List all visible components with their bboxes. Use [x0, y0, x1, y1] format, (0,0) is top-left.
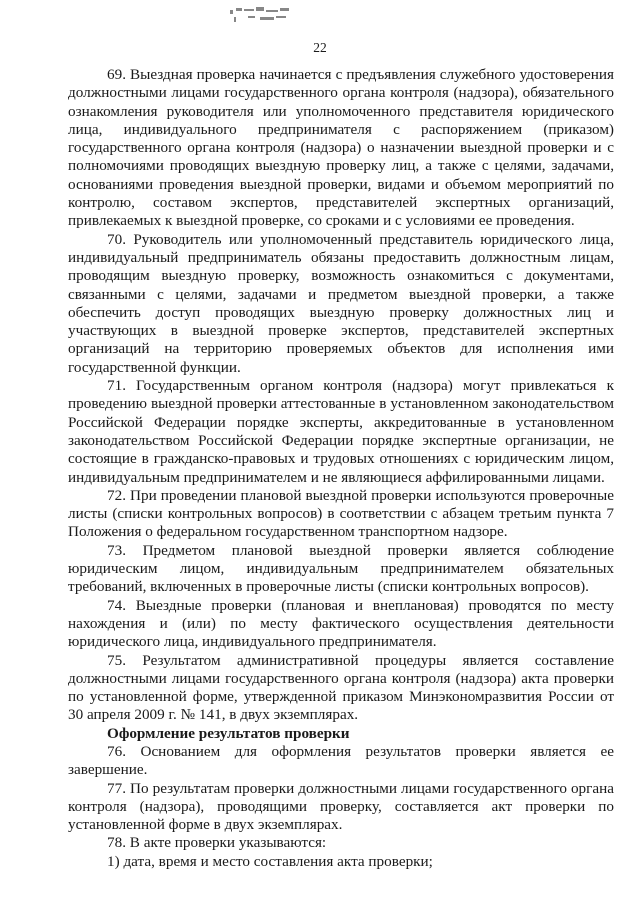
- paragraph-72: 72. При проведении плановой выездной проверки используются проверочные листы (списки контрольных вопросов) в соответствии с абзацем третьим пункта 7 Положения о федеральном государственном транспортном надзоре.: [68, 486, 614, 541]
- paragraph-74: 74. Выездные проверки (плановая и внеплановая) проводятся по месту нахождения и (или) по месту фактического осуществления деятельности юридического лица, индивидуального предпринимателя.: [68, 596, 614, 651]
- stamp-mark: [224, 4, 314, 26]
- paragraph-77: 77. По результатам проверки должностными лицами государственного органа контроля (надзора), проводящими проверку, составляется акт проверки по установленной форме в двух экземплярах.: [68, 779, 614, 834]
- paragraph-78: 78. В акте проверки указываются:: [107, 834, 327, 852]
- paragraph-73: 73. Предметом плановой выездной проверки является соблюдение юридическим лицом, индивидуальным предпринимателем обязательных требований, включенных в проверочные листы (списки контрольных вопросов).: [68, 541, 614, 596]
- paragraph-71: 71. Государственным органом контроля (надзора) могут привлекаться к проведению выездной проверки аттестованные в установленном законодательством Российской Федерации порядке эксперты, аккредитованные в установленном законодательством Российской Федерации порядке экспертные организации, не состоящие в гражданско-правовых и трудовых отношениях с юридическим лицом, индивидуальным предпринимателем и не являющиеся аффилированными лицами.: [68, 377, 614, 486]
- document-body: [68, 66, 614, 871]
- paragraph-70: 70. Руководитель или уполномоченный представитель юридического лица, индивидуальный предприниматель обязаны предоставить должностным лицам, проводящим выездную проверку, возможность ознакомиться с документами, связанными с целями, задачами и предметом выездной проверки, а также обеспечить доступ проводящих выездную проверку должностных лиц и участвующих в выездной проверке экспертов, представителей экспертных организаций на территорию проверяемых объектов для исполнения ими государственной функции.: [68, 230, 614, 376]
- paragraph-76: 76. Основанием для оформления результатов проверки является ее завершение.: [68, 742, 614, 779]
- section-heading: Оформление результатов проверки: [107, 724, 350, 742]
- paragraph-69: 69. Выездная проверка начинается с предъявления служебного удостоверения должностными лицами государственного органа контроля (надзора), обязательного ознакомления руководителя или уполномоченного представителя юридического лица, индивидуального предпринимателя с распоряжением (приказом) государственного органа контроля (надзора) о назначении выездной проверки и с полномочиями проводящих выездную проверку лиц, а также с целями, задачами, основаниями проведения выездной проверки, видами и объемом мероприятий по контролю, составом экспертов, представителей экспертных организаций, привлекаемых к выездной проверке, со сроками и с условиями ее проведения.: [68, 66, 614, 230]
- list-item-1: 1) дата, время и место составления акта проверки;: [107, 852, 433, 870]
- page-number: 22: [313, 40, 327, 55]
- paragraph-75: 75. Результатом административной процедуры является составление должностными лицами государственного органа контроля (надзора) акта проверки по установленной форме, утвержденной приказом Минэкономразвития России от 30 апреля 2009 г. № 141, в двух экземплярах.: [68, 651, 614, 724]
